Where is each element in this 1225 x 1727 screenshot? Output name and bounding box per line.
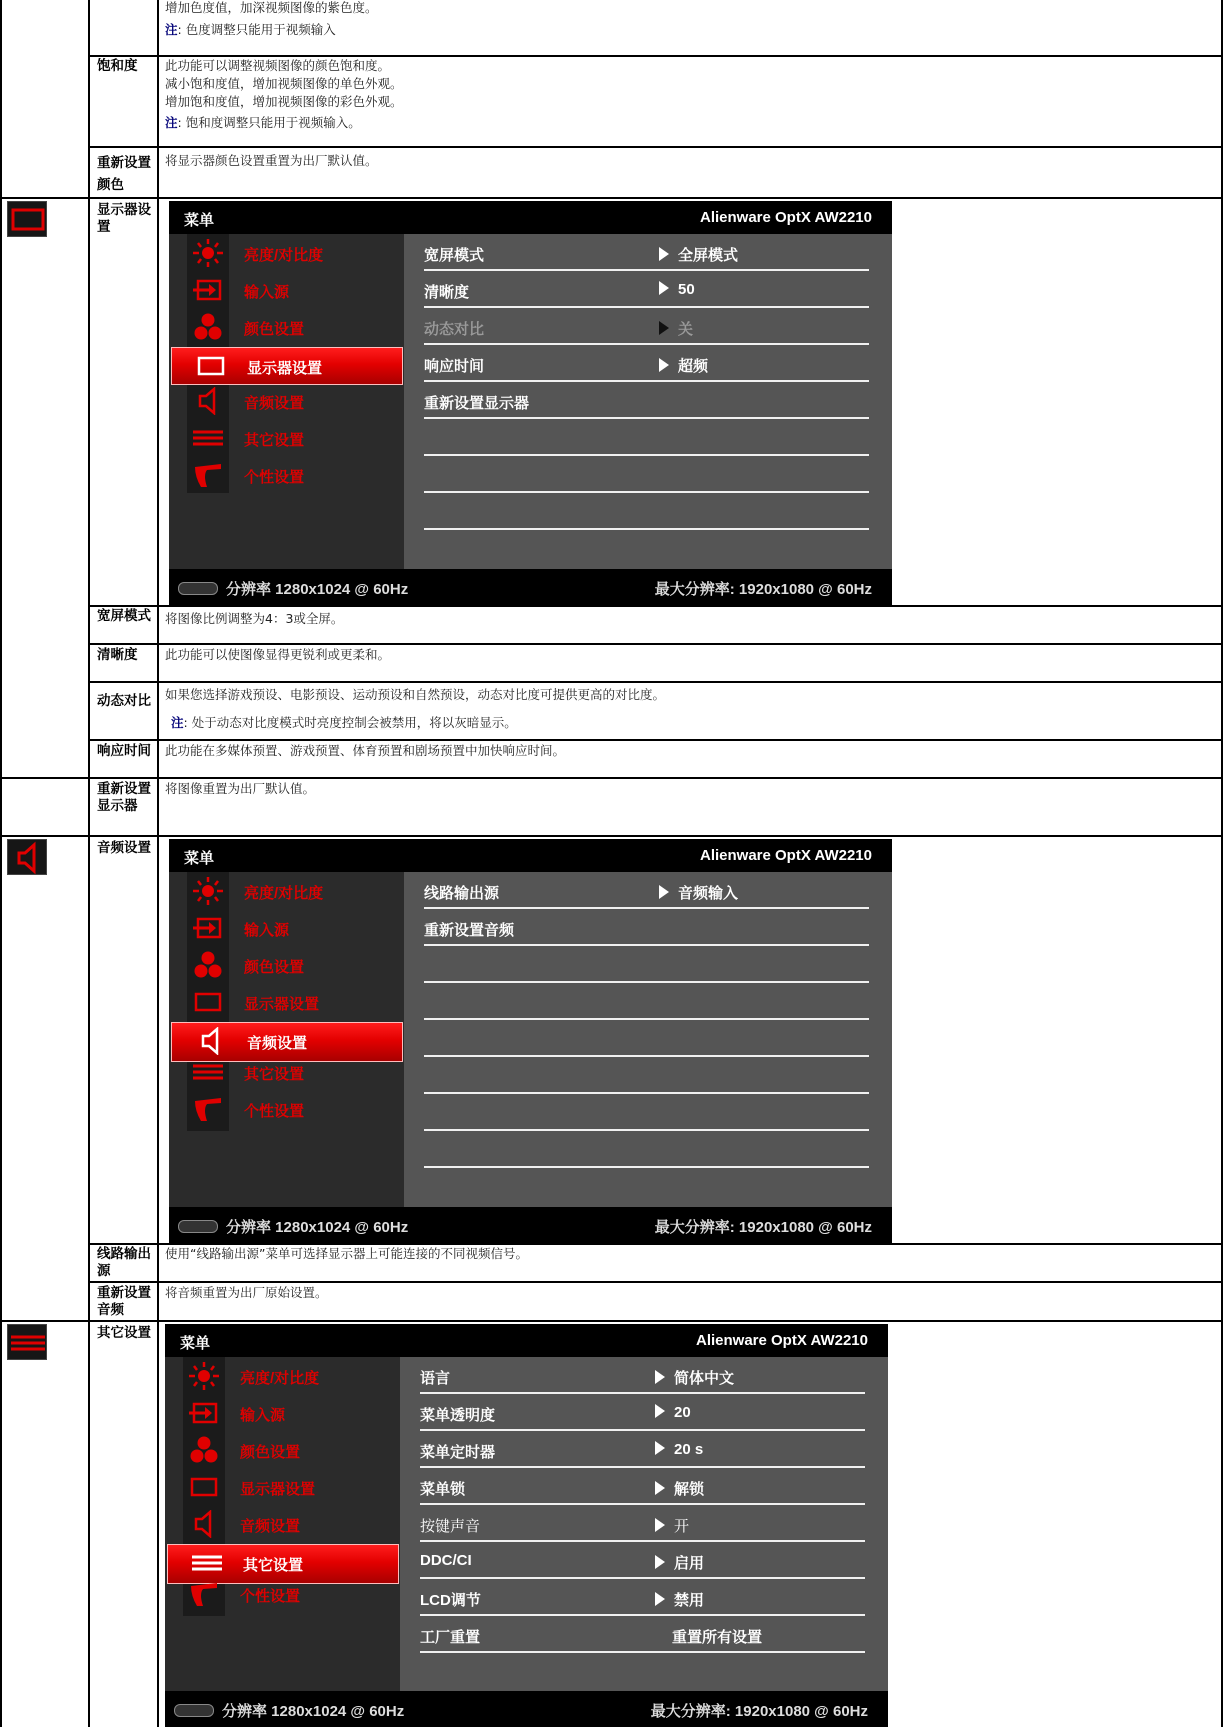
osd-item-menu-lock[interactable]: 菜单锁 解锁 bbox=[420, 1468, 865, 1505]
monitor-icon bbox=[194, 352, 228, 380]
saturation-desc-1: 此功能可以调整视频图像的颜色饱和度。 bbox=[165, 58, 391, 73]
osd-menu-audio[interactable]: 音频设置 bbox=[165, 1506, 400, 1542]
speaker-icon bbox=[191, 387, 225, 415]
hue-description: 增加色度值，加深视频图像的紫色度。 bbox=[165, 0, 378, 15]
osd-audio-settings bbox=[169, 839, 892, 1243]
display-settings-label: 显示器设置 bbox=[97, 202, 151, 235]
osd-menu-color[interactable]: 颜色设置 bbox=[165, 1432, 400, 1468]
input-source-icon bbox=[191, 914, 225, 942]
osd-resolution: 分辨率 1280x1024 @ 60Hz bbox=[226, 1219, 409, 1236]
osd-empty-row bbox=[424, 419, 869, 456]
osd-menu-input[interactable]: 输入源 bbox=[169, 910, 404, 946]
table-col-line-1 bbox=[88, 0, 90, 1727]
osd-empty-row bbox=[424, 1131, 869, 1168]
osd-item-sharpness[interactable]: 清晰度 50 bbox=[424, 271, 869, 308]
speaker-icon bbox=[187, 1510, 221, 1538]
osd-model: Alienware OptX AW2210 bbox=[695, 1332, 868, 1349]
connector-icon bbox=[178, 582, 218, 595]
osd-menu-brightness[interactable]: 亮度/对比度 bbox=[169, 235, 404, 271]
reset-color-desc: 将显示器颜色设置重置为出厂默认值。 bbox=[165, 153, 378, 168]
curve-icon bbox=[191, 461, 225, 489]
osd-item-key-sound[interactable]: 按键声音 开 bbox=[420, 1505, 865, 1542]
osd-title: 菜单 bbox=[184, 212, 215, 229]
note-text: : 处于动态对比度模式时亮度控制会被禁用，将以灰暗显示。 bbox=[183, 715, 517, 730]
osd-item-dynamic-contrast[interactable]: 动态对比 关 bbox=[424, 308, 869, 345]
osd-menu-other[interactable]: 其它设置 bbox=[169, 420, 404, 456]
connector-icon bbox=[174, 1704, 214, 1717]
table-border-right bbox=[1221, 0, 1223, 1727]
response-time-desc: 此功能在多媒体预置、游戏预置、体育预置和剧场预置中加快响应时间。 bbox=[165, 743, 566, 758]
osd-empty-row bbox=[424, 983, 869, 1020]
saturation-note bbox=[165, 113, 361, 133]
color-cubes-icon bbox=[191, 313, 225, 341]
row-line bbox=[0, 1320, 1223, 1322]
sliders-icon bbox=[191, 424, 225, 452]
hue-note bbox=[165, 20, 336, 40]
osd-other-settings bbox=[165, 1324, 888, 1727]
osd-menu-brightness[interactable]: 亮度/对比度 bbox=[169, 873, 404, 909]
osd-title: 菜单 bbox=[180, 1335, 211, 1352]
reset-color-label: 重新设置颜色 bbox=[97, 155, 151, 193]
osd-menu-audio[interactable]: 音频设置 bbox=[171, 1022, 403, 1062]
note-text: : 饱和度调整只能用于视频输入。 bbox=[177, 115, 361, 130]
response-time-label: 响应时间 bbox=[97, 743, 151, 759]
osd-item-response-time[interactable]: 响应时间 超频 bbox=[424, 345, 869, 382]
osd-menu-other[interactable]: 其它设置 bbox=[167, 1544, 399, 1584]
osd-menu-display[interactable]: 显示器设置 bbox=[171, 347, 403, 385]
osd-menu-input[interactable]: 输入源 bbox=[169, 272, 404, 308]
osd-menu-brightness[interactable]: 亮度/对比度 bbox=[165, 1358, 400, 1394]
input-source-icon bbox=[191, 276, 225, 304]
osd-model: Alienware OptX AW2210 bbox=[699, 209, 872, 226]
sliders-icon bbox=[191, 1058, 225, 1086]
osd-title: 菜单 bbox=[184, 850, 215, 867]
note-label: 注 bbox=[171, 715, 184, 730]
note-text: : 色度调整只能用于视频输入 bbox=[177, 22, 336, 37]
row-line bbox=[0, 197, 1223, 199]
reset-audio-label: 重新设置音频 bbox=[97, 1285, 151, 1318]
osd-item-menu-timer[interactable]: 菜单定时器 20 s bbox=[420, 1431, 865, 1468]
note-label: 注 bbox=[165, 115, 178, 130]
osd-menu-display[interactable]: 显示器设置 bbox=[165, 1469, 400, 1505]
osd-menu-personalize[interactable]: 个性设置 bbox=[169, 1091, 404, 1127]
line-out-label: 线路输出源 bbox=[97, 1246, 151, 1279]
table-border-left bbox=[0, 0, 2, 1727]
sun-icon bbox=[191, 239, 225, 267]
widescreen-label: 宽屏模式 bbox=[97, 608, 151, 624]
osd-menu-personalize[interactable]: 个性设置 bbox=[165, 1576, 400, 1612]
osd-menu-personalize[interactable]: 个性设置 bbox=[169, 457, 404, 493]
reset-display-label: 重新设置显示器 bbox=[97, 781, 151, 814]
dynamic-contrast-label: 动态对比 bbox=[97, 693, 151, 709]
table-col-line-2 bbox=[157, 0, 159, 1727]
speaker-icon bbox=[7, 839, 47, 875]
osd-menu-input[interactable]: 输入源 bbox=[165, 1395, 400, 1431]
osd-item-reset-display[interactable]: 重新设置显示器 bbox=[424, 382, 869, 419]
osd-menu-other[interactable]: 其它设置 bbox=[169, 1054, 404, 1090]
row-line bbox=[88, 605, 1223, 607]
monitor-icon bbox=[187, 1473, 221, 1501]
osd-item-menu-transparency[interactable]: 菜单透明度 20 bbox=[420, 1394, 865, 1431]
widescreen-desc: 将图像比例调整为4：3或全屏。 bbox=[165, 611, 344, 626]
osd-empty-row bbox=[424, 1020, 869, 1057]
sun-icon bbox=[187, 1362, 221, 1390]
osd-empty-row bbox=[424, 1094, 869, 1131]
monitor-icon bbox=[7, 201, 47, 237]
sharpness-desc: 此功能可以使图像显得更锐利或更柔和。 bbox=[165, 647, 391, 662]
osd-empty-row bbox=[424, 456, 869, 493]
reset-audio-desc: 将音频重置为出厂原始设置。 bbox=[165, 1285, 328, 1300]
color-cubes-icon bbox=[191, 951, 225, 979]
osd-max-resolution: 最大分辨率: 1920x1080 @ 60Hz bbox=[654, 1219, 872, 1236]
osd-item-language[interactable]: 语言 简体中文 bbox=[420, 1357, 865, 1394]
saturation-label: 饱和度 bbox=[97, 58, 138, 74]
dynamic-contrast-desc: 如果您选择游戏预设、电影预设、运动预设和自然预设，动态对比度可提供更高的对比度。 bbox=[165, 687, 666, 702]
osd-model: Alienware OptX AW2210 bbox=[699, 847, 872, 864]
osd-resolution: 分辨率 1280x1024 @ 60Hz bbox=[222, 1703, 405, 1720]
line-out-desc: 使用“线路输出源”菜单可选择显示器上可能连接的不同视频信号。 bbox=[165, 1246, 528, 1261]
saturation-desc-3: 增加饱和度值，增加视频图像的彩色外观。 bbox=[165, 94, 403, 109]
curve-icon bbox=[187, 1580, 221, 1608]
osd-max-resolution: 最大分辨率: 1920x1080 @ 60Hz bbox=[650, 1703, 868, 1720]
monitor-icon bbox=[191, 988, 225, 1016]
input-source-icon bbox=[187, 1399, 221, 1427]
color-cubes-icon bbox=[187, 1436, 221, 1464]
osd-empty-row bbox=[424, 946, 869, 983]
osd-menu-color[interactable]: 颜色设置 bbox=[169, 309, 404, 345]
row-line bbox=[88, 681, 1223, 683]
speaker-icon bbox=[194, 1027, 228, 1055]
osd-resolution: 分辨率 1280x1024 @ 60Hz bbox=[226, 581, 409, 598]
osd-empty-row bbox=[424, 493, 869, 530]
osd-menu-display[interactable]: 显示器设置 bbox=[169, 984, 404, 1020]
row-line bbox=[88, 146, 1223, 148]
osd-item-factory-reset[interactable]: 工厂重置 重置所有设置 bbox=[420, 1616, 865, 1653]
osd-menu-audio[interactable]: 音频设置 bbox=[169, 383, 404, 419]
dynamic-contrast-note bbox=[171, 713, 517, 733]
osd-menu-color[interactable]: 颜色设置 bbox=[169, 947, 404, 983]
other-settings-label: 其它设置 bbox=[97, 1325, 151, 1341]
osd-empty-row bbox=[424, 1057, 869, 1094]
osd-display-settings bbox=[169, 201, 892, 605]
osd-item-reset-audio[interactable]: 重新设置音频 bbox=[424, 909, 869, 946]
reset-display-desc: 将图像重置为出厂默认值。 bbox=[165, 781, 316, 796]
osd-item-line-out[interactable]: 线路输出源 音频输入 bbox=[424, 872, 869, 909]
saturation-desc-2: 减小饱和度值，增加视频图像的单色外观。 bbox=[165, 76, 403, 91]
row-line bbox=[0, 835, 1223, 837]
sliders-icon bbox=[190, 1549, 224, 1577]
connector-icon bbox=[178, 1220, 218, 1233]
audio-settings-label: 音频设置 bbox=[97, 840, 151, 856]
sliders-icon bbox=[7, 1324, 47, 1360]
osd-item-lcd-conditioning[interactable]: LCD调节 禁用 bbox=[420, 1579, 865, 1616]
sun-icon bbox=[191, 877, 225, 905]
curve-icon bbox=[191, 1095, 225, 1123]
osd-item-ddc-ci[interactable]: DDC/CI 启用 bbox=[420, 1542, 865, 1579]
osd-max-resolution: 最大分辨率: 1920x1080 @ 60Hz bbox=[654, 581, 872, 598]
osd-item-widescreen[interactable]: 宽屏模式 全屏模式 bbox=[424, 234, 869, 271]
sharpness-label: 清晰度 bbox=[97, 647, 138, 663]
note-label: 注 bbox=[165, 22, 178, 37]
